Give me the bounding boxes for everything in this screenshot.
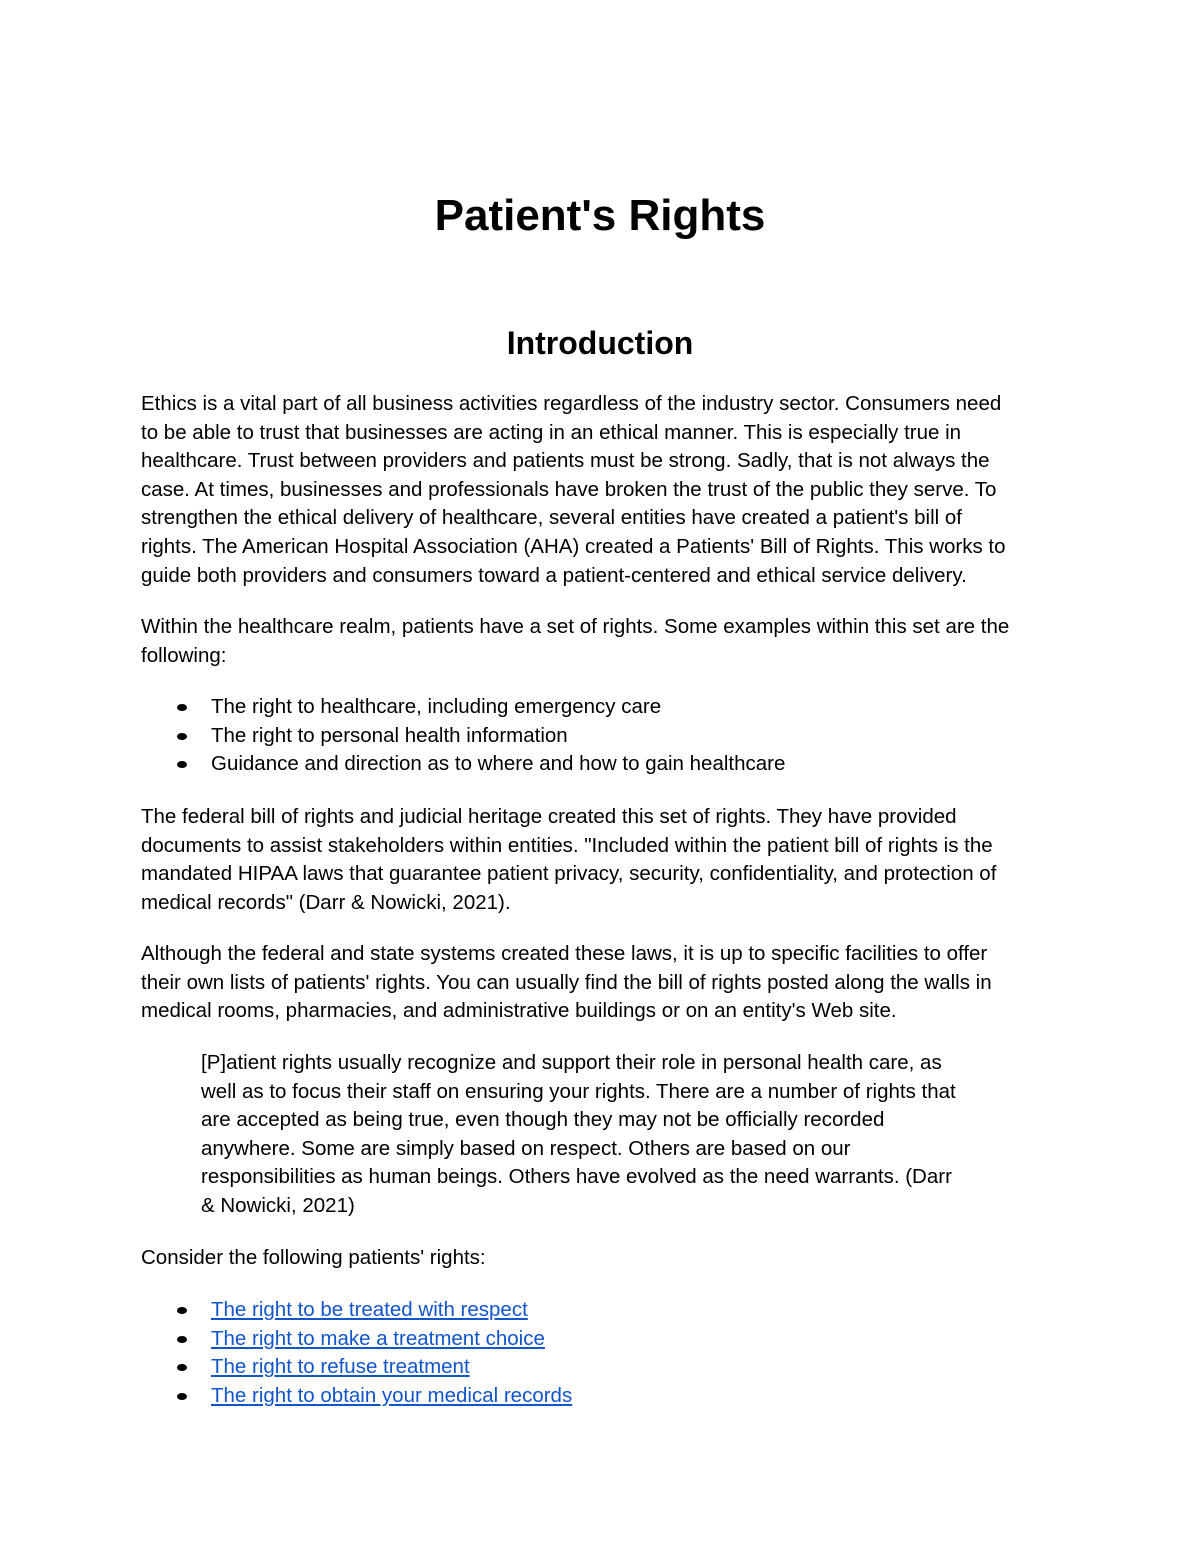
quote-line: [P]atient rights usually recognize and support their role in personal health care, as — [201, 1051, 942, 1074]
text-line: to be able to trust that businesses are acting in an ethical manner. This is especially true in — [141, 420, 962, 444]
text-line: The federal bill of rights and judicial heritage created this set of rights. They have provided — [141, 805, 957, 828]
text-line: Consider the following patients' rights: — [141, 1246, 486, 1269]
bullet-icon — [177, 1307, 187, 1314]
document-title: Patient's Rights — [434, 191, 766, 240]
text-line: mandated HIPAA laws that guarantee patient privacy, security, confidentiality, and protection of — [141, 862, 997, 886]
quote-line: responsibilities as human beings. Others have evolved as the need warrants. (Darr — [201, 1165, 952, 1189]
text-line: case. At times, businesses and professionals have broken the trust of the public they serve. To — [141, 477, 997, 501]
link-treatment-choice[interactable]: The right to make a treatment choice — [211, 1326, 545, 1350]
text-line: strengthen the ethical delivery of healthcare, several entities have created a patient's bill of — [141, 506, 962, 530]
text-line: following: — [141, 643, 227, 667]
federal-rights-paragraph — [141, 803, 1061, 917]
text-line: their own lists of patients' rights. You can usually find the bill of rights posted along the walls in — [141, 970, 992, 994]
link-medical-records[interactable]: The right to obtain your medical records — [211, 1383, 573, 1407]
quote-line: well as to focus their staff on ensuring your rights. There are a number of rights that — [201, 1079, 956, 1103]
text-line: rights. The American Hospital Association (AHA) created a Patients' Bill of Rights. This works to — [141, 534, 1006, 558]
link-treated-with-respect[interactable]: The right to be treated with respect — [211, 1298, 528, 1321]
consider-paragraph — [141, 1244, 1061, 1273]
list-item — [141, 722, 1041, 751]
block-quote — [201, 1049, 1001, 1221]
quote-line: & Nowicki, 2021) — [201, 1193, 355, 1217]
introduction-paragraph — [141, 390, 1061, 590]
link-refuse-treatment[interactable]: The right to refuse treatment — [211, 1355, 470, 1379]
text-line: documents to assist stakeholders within entities. "Included within the patient bill of rights is the — [141, 833, 993, 857]
text-line: Within the healthcare realm, patients have a set of rights. Some examples within this set are the — [141, 615, 1010, 638]
rights-links-list — [141, 1296, 1041, 1410]
bullet-icon — [177, 1364, 187, 1371]
quote-line: are accepted as being true, even though they may not be officially recorded — [201, 1108, 885, 1132]
quote-line: anywhere. Some are simply based on respect. Others are based on our — [201, 1136, 851, 1160]
text-line: medical records" (Darr & Nowicki, 2021). — [141, 890, 511, 914]
bullet-icon — [177, 733, 187, 740]
list-item-text: The right to healthcare, including emergency care — [211, 695, 662, 718]
bullet-icon — [177, 1393, 187, 1400]
text-line: Ethics is a vital part of all business activities regardless of the industry sector. Consumers need — [141, 392, 1002, 415]
list-item — [141, 693, 1041, 722]
list-item — [141, 1353, 1041, 1382]
list-item — [141, 1325, 1041, 1354]
list-item-text: Guidance and direction as to where and how to gain healthcare — [211, 752, 786, 776]
list-item — [141, 1296, 1041, 1325]
introduction-heading: Introduction — [506, 325, 694, 361]
list-item-text: The right to personal health information — [211, 723, 568, 747]
facilities-paragraph — [141, 940, 1061, 1026]
bullet-icon — [177, 1336, 187, 1343]
bullet-icon — [177, 761, 187, 768]
text-line: guide both providers and consumers toward a patient-centered and ethical service delivery. — [141, 563, 967, 587]
text-line: healthcare. Trust between providers and patients must be strong. Sadly, that is not always the — [141, 449, 990, 473]
text-line: Although the federal and state systems created these laws, it is up to specific facilities to offer — [141, 942, 988, 965]
list-item — [141, 1382, 1041, 1411]
bullet-icon — [177, 704, 187, 711]
list-item — [141, 750, 1041, 779]
examples-list — [141, 693, 1041, 779]
rights-intro-paragraph — [141, 613, 1061, 670]
text-line: medical rooms, pharmacies, and administrative buildings or on an entity's Web site. — [141, 999, 897, 1023]
